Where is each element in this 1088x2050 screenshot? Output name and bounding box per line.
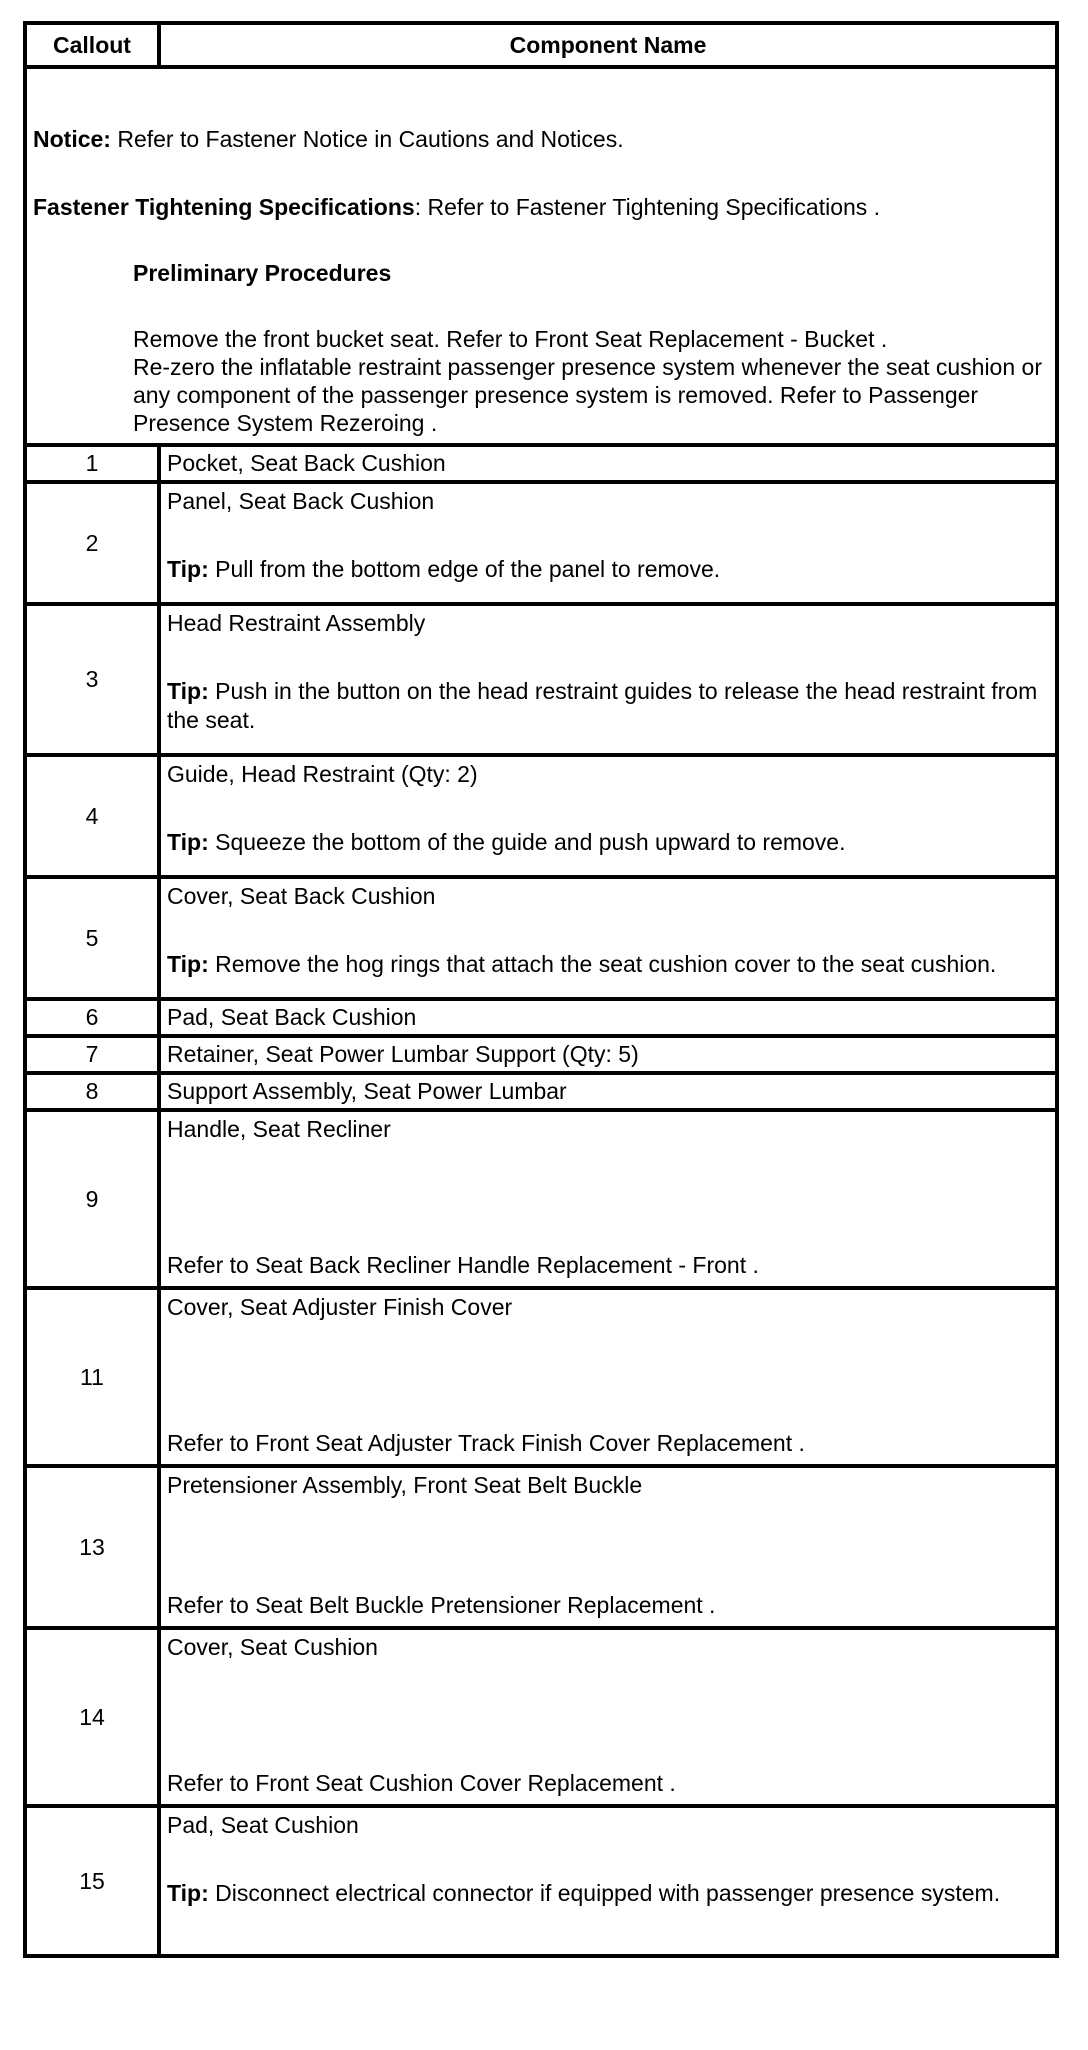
tip-label: Tip: bbox=[167, 829, 209, 855]
intro-cell bbox=[25, 67, 1057, 445]
component-cell bbox=[159, 1466, 1057, 1628]
table-row bbox=[25, 604, 1057, 755]
component-reference: Refer to Seat Back Recliner Handle Replacement - Front . bbox=[167, 1252, 759, 1278]
component-name: Handle, Seat Recliner bbox=[167, 1116, 391, 1142]
callout-number: 14 bbox=[25, 1628, 159, 1806]
callout-number: 11 bbox=[25, 1288, 159, 1466]
notice-text: Refer to Fastener Notice in Cautions and Notices. bbox=[110, 126, 624, 152]
component-name: Cover, Seat Adjuster Finish Cover bbox=[167, 1294, 513, 1320]
notice-line bbox=[33, 125, 1049, 154]
component-cell bbox=[159, 1110, 1057, 1288]
component-name: Head Restraint Assembly bbox=[167, 610, 426, 636]
fastener-text: : Refer to Fastener Tightening Specifications . bbox=[414, 194, 881, 220]
callout-number: 2 bbox=[25, 482, 159, 604]
notice-label: Notice: bbox=[33, 126, 111, 152]
table-row bbox=[25, 482, 1057, 604]
component-name: Cover, Seat Cushion bbox=[167, 1634, 378, 1660]
callout-number: 6 bbox=[25, 999, 159, 1036]
preliminary-title: Preliminary Procedures bbox=[133, 260, 392, 286]
component-name: Pad, Seat Cushion bbox=[167, 1812, 359, 1838]
callout-number: 5 bbox=[25, 877, 159, 999]
component-name: Pocket, Seat Back Cushion bbox=[159, 445, 1057, 482]
table-row bbox=[25, 1073, 1057, 1110]
tip-label: Tip: bbox=[167, 556, 209, 582]
fastener-line bbox=[33, 193, 1049, 222]
component-name: Support Assembly, Seat Power Lumbar bbox=[159, 1073, 1057, 1110]
tip-label: Tip: bbox=[167, 951, 209, 977]
component-name: Pretensioner Assembly, Front Seat Belt Buckle bbox=[167, 1472, 643, 1498]
callout-number: 1 bbox=[25, 445, 159, 482]
preliminary-step-1: Remove the front bucket seat. Refer to Front Seat Replacement - Bucket . bbox=[133, 326, 888, 352]
callout-number: 4 bbox=[25, 755, 159, 877]
table-row bbox=[25, 445, 1057, 482]
fastener-label: Fastener Tightening Specifications bbox=[33, 194, 415, 220]
component-reference: Refer to Front Seat Cushion Cover Replacement . bbox=[167, 1770, 676, 1796]
table-row bbox=[25, 1628, 1057, 1806]
component-name-header: Component Name bbox=[159, 23, 1057, 67]
callout-number: 9 bbox=[25, 1110, 159, 1288]
table-row bbox=[25, 877, 1057, 999]
callout-number: 3 bbox=[25, 604, 159, 755]
table-row bbox=[25, 1110, 1057, 1288]
components-table bbox=[23, 21, 1059, 1958]
callout-number: 7 bbox=[25, 1036, 159, 1073]
component-tip: Tip: Remove the hog rings that attach the seat cushion cover to the seat cushion. bbox=[167, 951, 997, 977]
table-row bbox=[25, 1036, 1057, 1073]
component-cell bbox=[159, 755, 1057, 877]
table-row bbox=[25, 1466, 1057, 1628]
component-cell bbox=[159, 877, 1057, 999]
callout-number: 13 bbox=[25, 1466, 159, 1628]
table-header-row bbox=[25, 23, 1057, 67]
table-row bbox=[25, 1806, 1057, 1956]
component-cell bbox=[159, 604, 1057, 755]
tip-label: Tip: bbox=[167, 678, 209, 704]
component-tip: Tip: Squeeze the bottom of the guide and push upward to remove. bbox=[167, 829, 846, 855]
component-name: Retainer, Seat Power Lumbar Support (Qty: 5) bbox=[159, 1036, 1057, 1073]
component-cell bbox=[159, 1628, 1057, 1806]
table-row bbox=[25, 999, 1057, 1036]
component-cell bbox=[159, 482, 1057, 604]
component-reference: Refer to Front Seat Adjuster Track Finish Cover Replacement . bbox=[167, 1430, 805, 1456]
component-name: Pad, Seat Back Cushion bbox=[159, 999, 1057, 1036]
intro-row bbox=[25, 67, 1057, 445]
component-cell bbox=[159, 1288, 1057, 1466]
component-tip: Tip: Pull from the bottom edge of the panel to remove. bbox=[167, 556, 721, 582]
preliminary-steps bbox=[133, 325, 1049, 437]
component-reference: Refer to Seat Belt Buckle Pretensioner Replacement . bbox=[167, 1592, 716, 1618]
component-cell bbox=[159, 1806, 1057, 1956]
component-tip: Tip: Push in the button on the head restraint guides to release the head restraint from the seat. bbox=[167, 678, 1038, 733]
preliminary-step-2: Re-zero the inflatable restraint passenger presence system whenever the seat cushion or any component of the passenger presence system is removed. Refer to Passenger Presence System Rezeroing . bbox=[133, 354, 1042, 436]
callout-number: 15 bbox=[25, 1806, 159, 1956]
component-name: Panel, Seat Back Cushion bbox=[167, 488, 435, 514]
callout-header: Callout bbox=[25, 23, 159, 67]
table-row bbox=[25, 1288, 1057, 1466]
table-row bbox=[25, 755, 1057, 877]
component-name: Cover, Seat Back Cushion bbox=[167, 883, 436, 909]
component-tip: Tip: Disconnect electrical connector if equipped with passenger presence system. bbox=[167, 1880, 1001, 1906]
tip-label: Tip: bbox=[167, 1880, 209, 1906]
callout-number: 8 bbox=[25, 1073, 159, 1110]
component-name: Guide, Head Restraint (Qty: 2) bbox=[167, 761, 478, 787]
